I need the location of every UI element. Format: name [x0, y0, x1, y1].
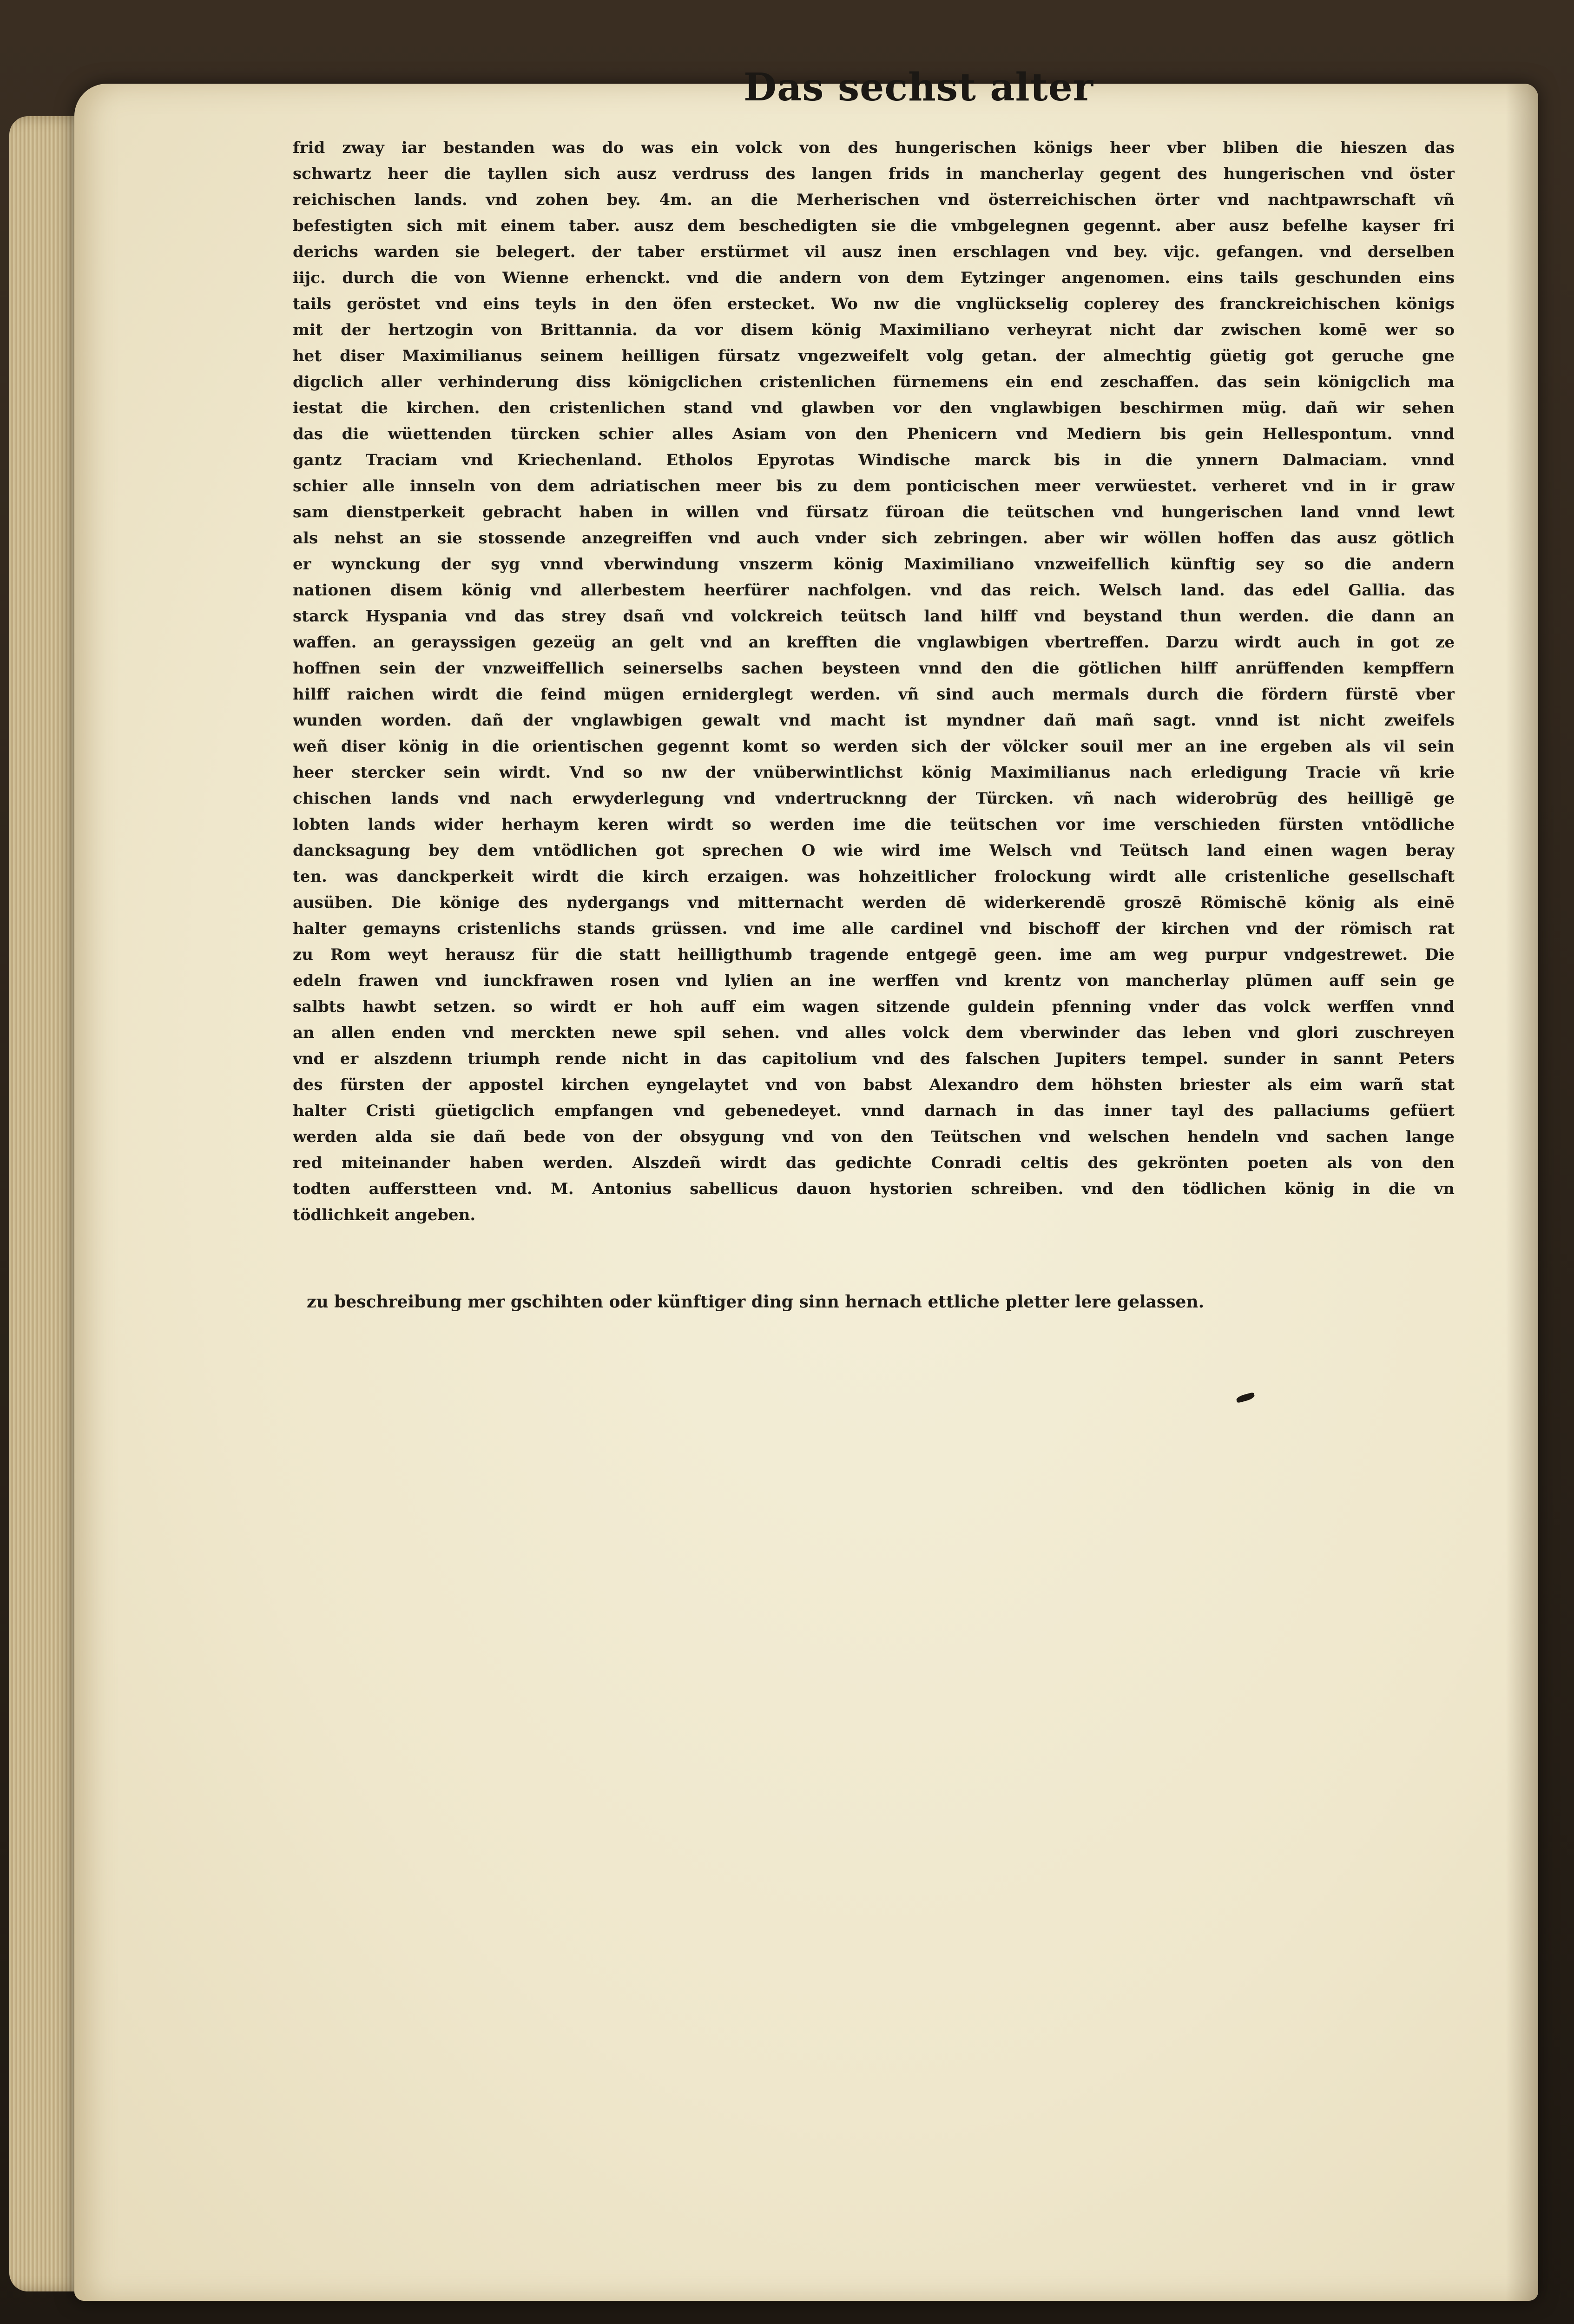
text-line: lobten lands wider herhaym keren wirdt so werden ime die teütschen vor ime verschieden fürsten vntödliche	[293, 815, 1455, 834]
text-line: halter gemayns cristenlichs stands grüssen. vnd ime alle cardinel vnd bischoff der kirchen vnd der römisch rat	[293, 919, 1455, 938]
gutter-shadow	[1506, 84, 1538, 2301]
text-line: tödlichkeit angeben.	[293, 1206, 476, 1224]
text-line: als nehst an sie stossende anzegreiffen vnd auch vnder sich zebringen. aber wir wöllen hoffen das ausz götlich	[293, 529, 1455, 548]
text-line: befestigten sich mit einem taber. ausz dem beschedigten sie die vmbgelegnen gegennt. aber ausz befelhe kayser fri	[293, 217, 1455, 235]
text-line: iijc. durch die von Wienne erhenckt. vnd die andern von dem Eytzinger angenomen. eins tails geschunden eins	[293, 269, 1455, 287]
text-line: red miteinander haben werden. Alszdeñ wirdt das gedichte Conradi celtis des gekrönten poeten als von den	[293, 1154, 1455, 1172]
text-line: ausüben. Die könige des nydergangs vnd mitternacht werden dē widerkerendē groszē Römischē könig als einē	[293, 893, 1455, 912]
text-line: schwartz heer die tayllen sich ausz verdruss des langen frids in mancherlay gegent des hungerischen vnd öster	[293, 165, 1455, 183]
text-line: reichischen lands. vnd zohen bey. 4m. an die Merherischen vnd österreichischen örter vnd nachtpawrschaft vñ	[293, 191, 1455, 209]
text-line: das die wüettenden türcken schier alles Asiam von den Phenicern vnd Mediern bis gein Hellespontum. vnnd	[293, 425, 1455, 443]
text-line: hoffnen sein der vnzweiffellich seinerselbs sachen beysteen vnnd den die götlichen hilff anrüffenden kempffern	[293, 659, 1455, 678]
text-line: het diser Maximilianus seinem heilligen fürsatz vngezweifelt volg getan. der almechtig güetig got geruche gne	[293, 347, 1455, 365]
running-header: Das sechst alter	[744, 65, 1093, 110]
text-line: waffen. an gerayssigen gezeüg an gelt vnd an krefften die vnglawbigen vbertreffen. Darzu wirdt auch in got ze	[293, 633, 1455, 652]
text-line: iestat die kirchen. den cristenlichen stand vnd glawben vor den vnglawbigen beschirmen müg. dañ wir sehen	[293, 399, 1455, 417]
text-line: frid zway iar bestanden was do was ein volck von des hungerischen königs heer vber bliben die hieszen das	[293, 139, 1455, 157]
text-line: werden alda sie dañ bede von der obsygung vnd von den Teütschen vnd welschen hendeln vnd sachen lange	[293, 1128, 1455, 1146]
text-line: zu Rom weyt herausz für die statt heilligthumb tragende entgegē geen. ime am weg purpur vndgestrewet. Die	[293, 945, 1455, 964]
text-line: salbts hawbt setzen. so wirdt er hoh auff eim wagen sitzende guldein pfenning vnder das volck werffen vnnd	[293, 997, 1455, 1016]
text-line: er wynckung der syg vnnd vberwindung vnszerm könig Maximiliano vnzweifellich künftig sey so die andern	[293, 555, 1455, 574]
closing-note: zu beschreibung mer gschihten oder künftiger ding sinn hernach ettliche pletter lere gelassen.	[307, 1292, 1205, 1312]
text-line: gantz Traciam vnd Kriechenland. Etholos Epyrotas Windische marck bis in die ynnern Dalmaciam. vnnd	[293, 451, 1455, 469]
text-line: halter Cristi güetigclich empfangen vnd gebenedeyet. vnnd darnach in das inner tayl des pallaciums gefüert	[293, 1102, 1455, 1120]
text-line: schier alle innseln von dem adriatischen meer bis zu dem ponticischen meer verwüestet. verheret vnd in ir graw	[293, 477, 1455, 495]
text-line: an allen enden vnd merckten newe spil sehen. vnd alles volck dem vberwinder das leben vnd glori zuschreyen	[293, 1023, 1455, 1042]
text-line: vnd er alszdenn triumph rende nicht in das capitolium vnd des falschen Jupiters tempel. sunder in sannt Peters	[293, 1050, 1455, 1068]
text-line: edeln frawen vnd iunckfrawen rosen vnd lylien an ine werffen vnd krentz von mancherlay plūmen auff sein ge	[293, 971, 1455, 990]
text-line: todten aufferstteen vnd. M. Antonius sabellicus dauon hystorien schreiben. vnd den tödlichen könig in die vn	[293, 1180, 1455, 1198]
text-line: nationen disem könig vnd allerbestem heerfürer nachfolgen. vnd das reich. Welsch land. das edel Gallia. das	[293, 581, 1455, 600]
text-line: digclich aller verhinderung diss königclichen cristenlichen fürnemens ein end zeschaffen. das sein königclich ma	[293, 373, 1455, 391]
text-line: ten. was danckperkeit wirdt die kirch erzaigen. was hohzeitlicher frolockung wirdt alle cristenliche gesellschaft	[293, 867, 1455, 886]
text-line: tails geröstet vnd eins teyls in den öfen erstecket. Wo nw die vnglückselig coplerey des franckreichischen königs	[293, 295, 1455, 313]
text-line: weñ diser könig in die orientischen gegennt komt so werden sich der völcker souil mer an ine ergeben als vil sein	[293, 737, 1455, 756]
text-line: wunden worden. dañ der vnglawbigen gewalt vnd macht ist myndner dañ mañ sagt. vnnd ist nicht zweifels	[293, 711, 1455, 730]
text-line: hilff raichen wirdt die feind mügen erniderglegt werden. vñ sind auch mermals durch die fördern fürstē vber	[293, 685, 1455, 704]
text-line: starck Hyspania vnd das strey dsañ vnd volckreich teütsch land hilff vnd beystand thun werden. die dann an	[293, 607, 1455, 626]
text-line: sam dienstperkeit gebracht haben in willen vnd fürsatz füroan die teütschen vnd hungerischen land vnnd lewt	[293, 503, 1455, 522]
text-line: dancksagung bey dem vntödlichen got sprechen O wie wird ime Welsch vnd Teütsch land einen wagen beray	[293, 841, 1455, 860]
text-line: heer stercker sein wirdt. Vnd so nw der vnüberwintlichst könig Maximilianus nach erledigung Tracie vñ krie	[293, 763, 1455, 782]
body-text	[293, 135, 1455, 1228]
text-line: chischen lands vnd nach erwyderlegung vnd vndertrucknng der Türcken. vñ nach widerobrūg des heilligē ge	[293, 789, 1455, 808]
text-line: mit der hertzogin von Brittannia. da vor disem könig Maximiliano verheyrat nicht dar zwischen komē wer so	[293, 321, 1455, 339]
text-line: des fürsten der appostel kirchen eyngelaytet vnd von babst Alexandro dem höhsten briester als eim warñ stat	[293, 1076, 1455, 1094]
text-line: derichs warden sie belegert. der taber erstürmet vil ausz inen erschlagen vnd bey. vijc. gefangen. vnd derselben	[293, 243, 1455, 261]
